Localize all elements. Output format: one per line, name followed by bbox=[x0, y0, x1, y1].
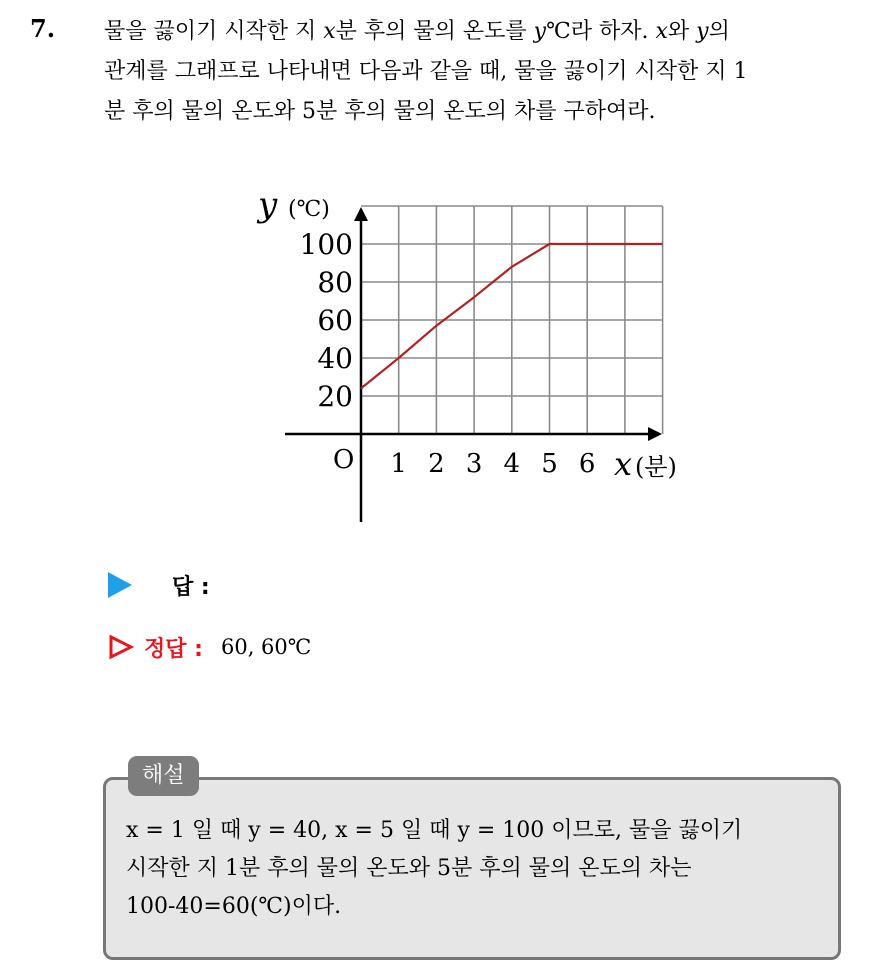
x-axis-arrowhead bbox=[648, 427, 662, 441]
x-tick-label: 3 bbox=[465, 449, 483, 479]
graph-tick-labels bbox=[300, 228, 596, 479]
x-tick-label: 1 bbox=[390, 449, 407, 479]
correct-answer-row bbox=[108, 630, 311, 664]
temperature-graph bbox=[230, 180, 710, 530]
question-number: 7. bbox=[30, 14, 56, 43]
answer-arrow-icon bbox=[108, 572, 132, 598]
answer-label: 답 : bbox=[172, 574, 210, 600]
question-line-2: 관계를 그래프로 나타내면 다음과 같을 때, 물을 끓이기 시작한 지 1 bbox=[104, 59, 748, 84]
answer-row bbox=[108, 568, 210, 602]
y-axis-arrowhead bbox=[354, 207, 368, 221]
question-line-3: 분 후의 물의 온도와 5분 후의 물의 온도의 차를 구하여라. bbox=[104, 99, 656, 124]
graph-grid bbox=[361, 206, 663, 434]
x-axis-label: x bbox=[614, 445, 633, 483]
y-tick-label: 20 bbox=[317, 380, 353, 413]
x-tick-label: 5 bbox=[541, 449, 558, 479]
x-tick-label: 2 bbox=[428, 449, 445, 479]
x-tick-label: 4 bbox=[503, 449, 521, 479]
x-tick-label: 6 bbox=[578, 449, 596, 479]
correct-answer-value: 60, 60℃ bbox=[220, 635, 312, 659]
y-axis-label: y bbox=[258, 185, 278, 225]
y-tick-label: 60 bbox=[317, 304, 353, 337]
origin-label: O bbox=[333, 445, 355, 475]
correct-answer-label: 정답 : bbox=[144, 636, 203, 662]
question-text bbox=[104, 12, 864, 132]
explanation-text bbox=[126, 812, 836, 926]
question-line-1: 물을 끓이기 시작한 지 x분 후의 물의 온도를 y℃라 하자. x와 y의 bbox=[104, 19, 730, 44]
explanation-tab: 해설 bbox=[128, 756, 199, 796]
y-tick-label: 100 bbox=[299, 228, 353, 261]
y-tick-label: 80 bbox=[317, 266, 353, 299]
correct-arrow-outline-icon bbox=[108, 634, 134, 660]
y-axis-unit: (℃) bbox=[288, 197, 330, 222]
explanation-line-3: 100-40=60(℃)이다. bbox=[126, 894, 342, 919]
explanation-line-1: x = 1 일 때 y = 40, x = 5 일 때 y = 100 이므로, 물을 끓이기 bbox=[126, 818, 743, 843]
explanation-line-2: 시작한 지 1분 후의 물의 온도와 5분 후의 물의 온도의 차는 bbox=[126, 856, 692, 881]
x-axis-unit: (분) bbox=[635, 453, 677, 481]
y-tick-label: 40 bbox=[317, 342, 353, 375]
